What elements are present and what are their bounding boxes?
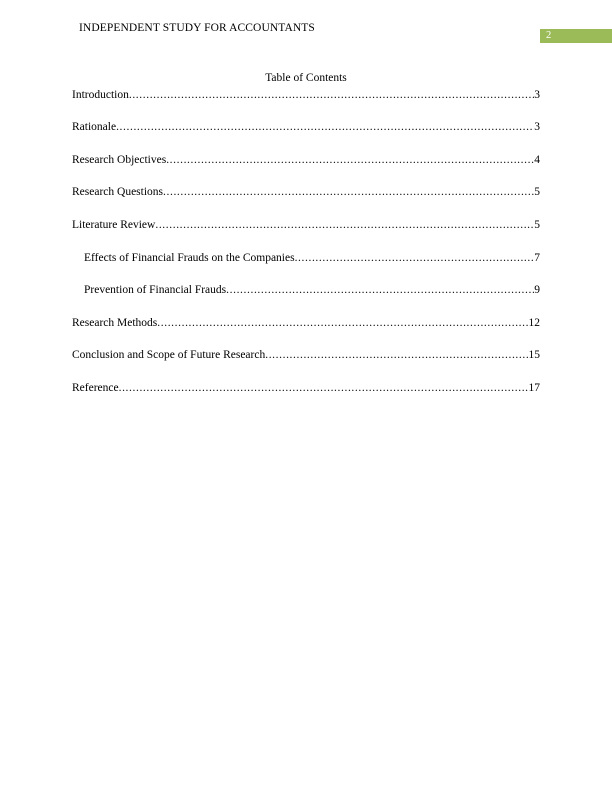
toc-entry-effects-of-financial-frauds[interactable] [84, 251, 540, 265]
running-header-title: INDEPENDENT STUDY FOR ACCOUNTANTS [79, 22, 315, 34]
toc-entry-label: Prevention of Financial Frauds [84, 284, 227, 296]
toc-entry-page: 7 [534, 252, 540, 264]
toc-entry-page: 5 [534, 186, 540, 198]
toc-entry-label: Literature Review [72, 219, 156, 231]
toc-dot-leader [166, 153, 534, 167]
toc-entry-page: 3 [534, 121, 540, 133]
toc-dot-leader [116, 120, 534, 134]
toc-dot-leader [119, 381, 529, 395]
toc-dot-leader [295, 251, 535, 265]
page-number-badge: 2 [540, 29, 612, 43]
toc-dot-leader [163, 185, 534, 199]
toc-entry-research-objectives[interactable] [72, 153, 540, 167]
toc-entry-label: Research Methods [72, 317, 158, 329]
toc-entry-conclusion-and-scope[interactable] [72, 348, 540, 362]
toc-entry-label: Reference [72, 382, 119, 394]
toc-dot-leader [155, 218, 534, 232]
toc-entry-page: 17 [528, 382, 540, 394]
toc-entry-page: 4 [534, 154, 540, 166]
toc-entry-reference[interactable] [72, 381, 540, 395]
toc-entry-page: 12 [528, 317, 540, 329]
toc-dot-leader [226, 283, 534, 297]
toc-dot-leader [157, 316, 528, 330]
toc-entry-label: Effects of Financial Frauds on the Companies [84, 252, 295, 264]
toc-entry-page: 5 [534, 219, 540, 231]
toc-entry-label: Rationale [72, 121, 117, 133]
toc-entry-page: 9 [534, 284, 540, 296]
toc-entry-page: 3 [534, 89, 540, 101]
toc-entry-label: Research Objectives [72, 154, 167, 166]
toc-entry-prevention-of-financial-frauds[interactable] [84, 283, 540, 297]
toc-dot-leader [265, 348, 528, 362]
toc-entry-introduction[interactable] [72, 88, 540, 102]
toc-dot-leader [129, 88, 534, 102]
toc-heading: Table of Contents [265, 72, 347, 84]
toc-entry-label: Research Questions [72, 186, 164, 198]
toc-entry-rationale[interactable] [72, 120, 540, 134]
toc-entry-literature-review[interactable] [72, 218, 540, 232]
toc-entry-research-methods[interactable] [72, 316, 540, 330]
toc-entry-label: Conclusion and Scope of Future Research [72, 349, 266, 361]
toc-entry-page: 15 [528, 349, 540, 361]
toc-entry-research-questions[interactable] [72, 185, 540, 199]
toc-entry-label: Introduction [72, 89, 129, 101]
